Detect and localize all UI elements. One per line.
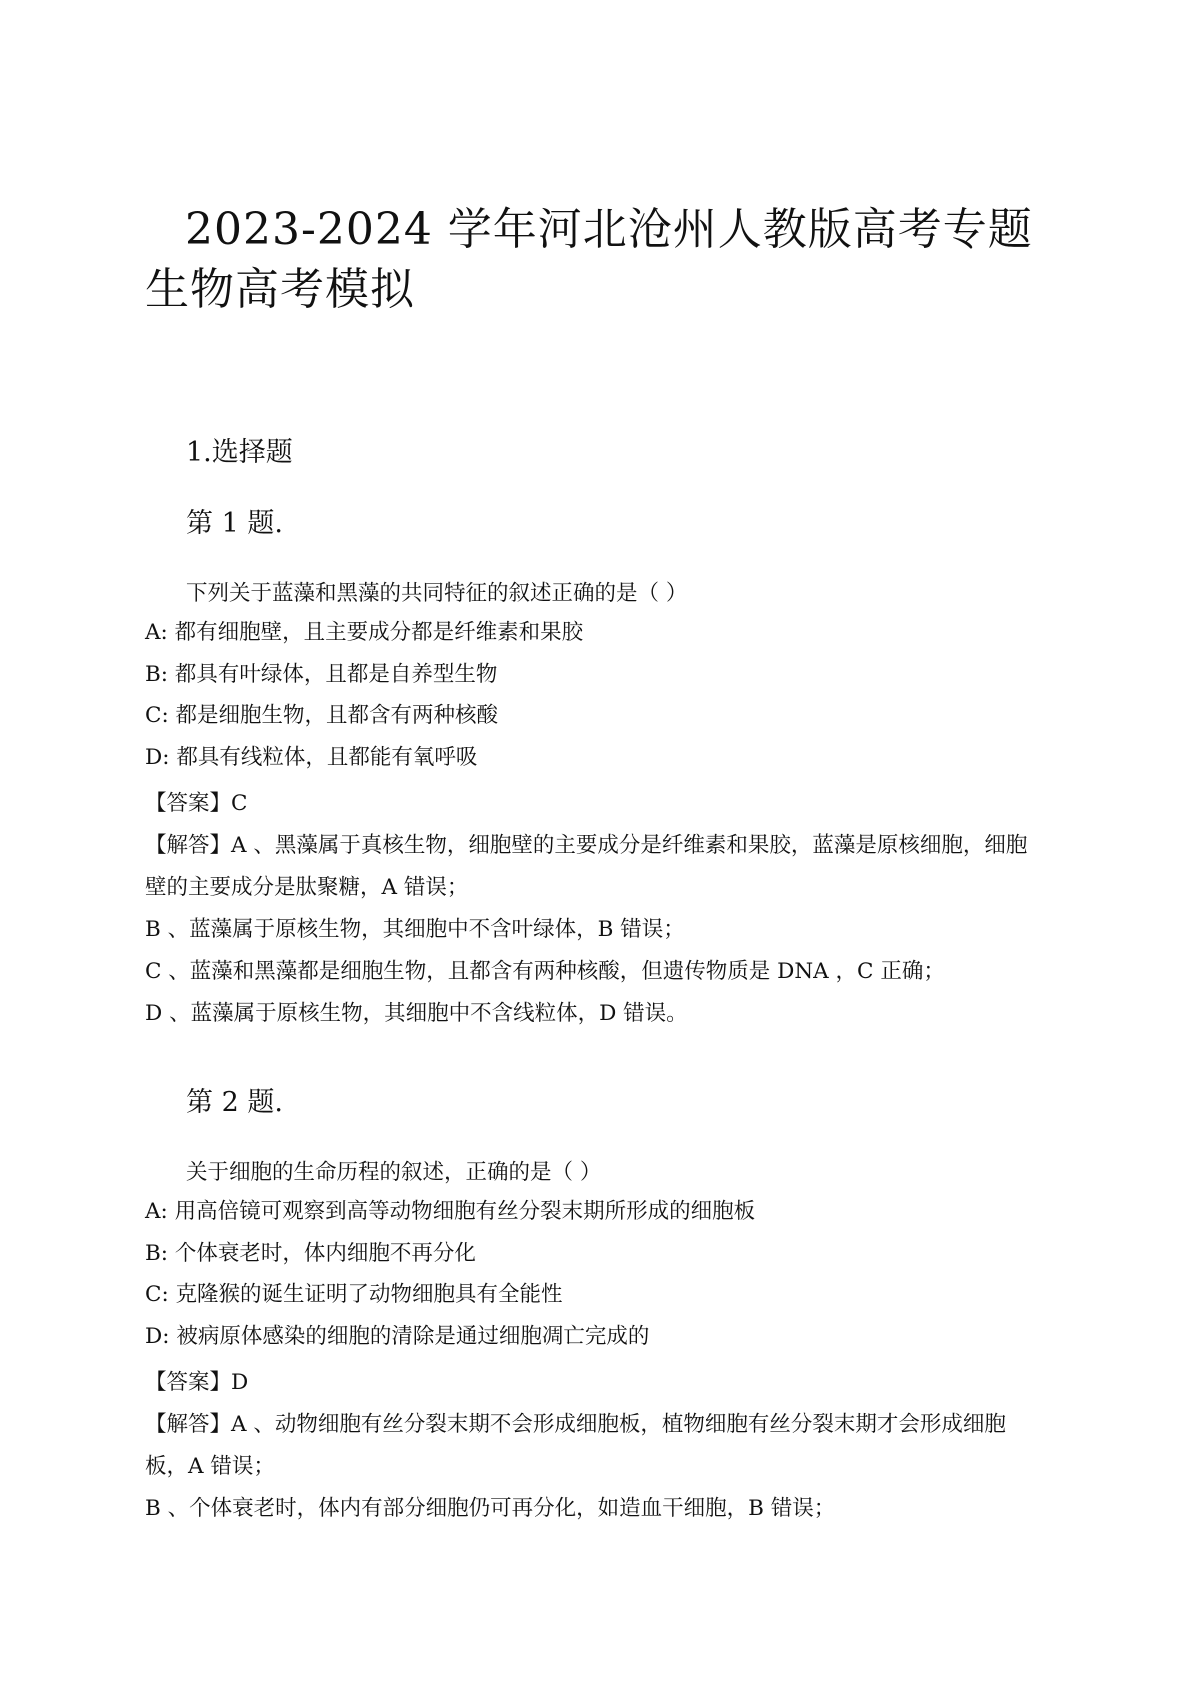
question-2-solution <box>145 1362 1045 1530</box>
question-2-option-c: C: 克隆猴的诞生证明了动物细胞具有全能性 <box>145 1282 563 1307</box>
question-1-analysis-c: C 、蓝藻和黑藻都是细胞生物，且都含有两种核酸，但遗传物质是 DNA ，C 正确； <box>145 959 945 984</box>
question-2-body <box>145 1155 1045 1357</box>
question-1-option-b: B: 都具有叶绿体，且都是自养型生物 <box>145 661 498 687</box>
document-title: 2023-2024 学年河北沧州人教版高考专题生物高考模拟 <box>145 204 1033 315</box>
question-2-option-d: D: 被病原体感染的细胞的清除是通过细胞凋亡完成的 <box>145 1323 650 1349</box>
question-2-number: 第 2 题. <box>186 1087 283 1118</box>
question-1-number: 第 1 题. <box>186 508 283 539</box>
question-2-analysis-b: B 、个体衰老时，体内有部分细胞仍可再分化，如造血干细胞，B 错误； <box>145 1496 836 1521</box>
question-1-analysis-a: 【解答】A 、黑藻属于真核生物，细胞壁的主要成分是纤维素和果胶，蓝藻是原核细胞，细胞壁的主要成分是肽聚糖，A 错误； <box>145 833 1028 900</box>
question-1-analysis-d: D 、蓝藻属于原核生物，其细胞中不含线粒体，D 错误。 <box>145 1001 688 1026</box>
section-heading: 1.选择题 <box>186 437 293 468</box>
question-1-answer: 【答案】C <box>145 791 248 816</box>
question-2-option-b: B: 个体衰老时，体内细胞不再分化 <box>145 1240 476 1266</box>
question-1-analysis-b: B 、蓝藻属于原核生物，其细胞中不含叶绿体，B 错误； <box>145 917 685 942</box>
question-2-option-a: A: 用高倍镜可观察到高等动物细胞有丝分裂末期所形成的细胞板 <box>145 1199 756 1224</box>
question-1-stem: 下列关于蓝藻和黑藻的共同特征的叙述正确的是（ ） <box>186 581 688 606</box>
question-1-option-c: C: 都是细胞生物，且都含有两种核酸 <box>145 703 499 728</box>
question-1-body <box>145 576 1045 778</box>
question-1-option-d: D: 都具有线粒体，且都能有氧呼吸 <box>145 744 478 770</box>
question-2-stem: 关于细胞的生命历程的叙述，正确的是（ ） <box>186 1160 602 1185</box>
question-1-solution <box>145 783 1045 1035</box>
question-2-answer: 【答案】D <box>145 1370 249 1395</box>
question-2-analysis-a: 【解答】A 、动物细胞有丝分裂末期不会形成细胞板，植物细胞有丝分裂末期才会形成细胞板，A 错误； <box>145 1412 1006 1479</box>
question-1-option-a: A: 都有细胞壁，且主要成分都是纤维素和果胶 <box>145 620 584 645</box>
